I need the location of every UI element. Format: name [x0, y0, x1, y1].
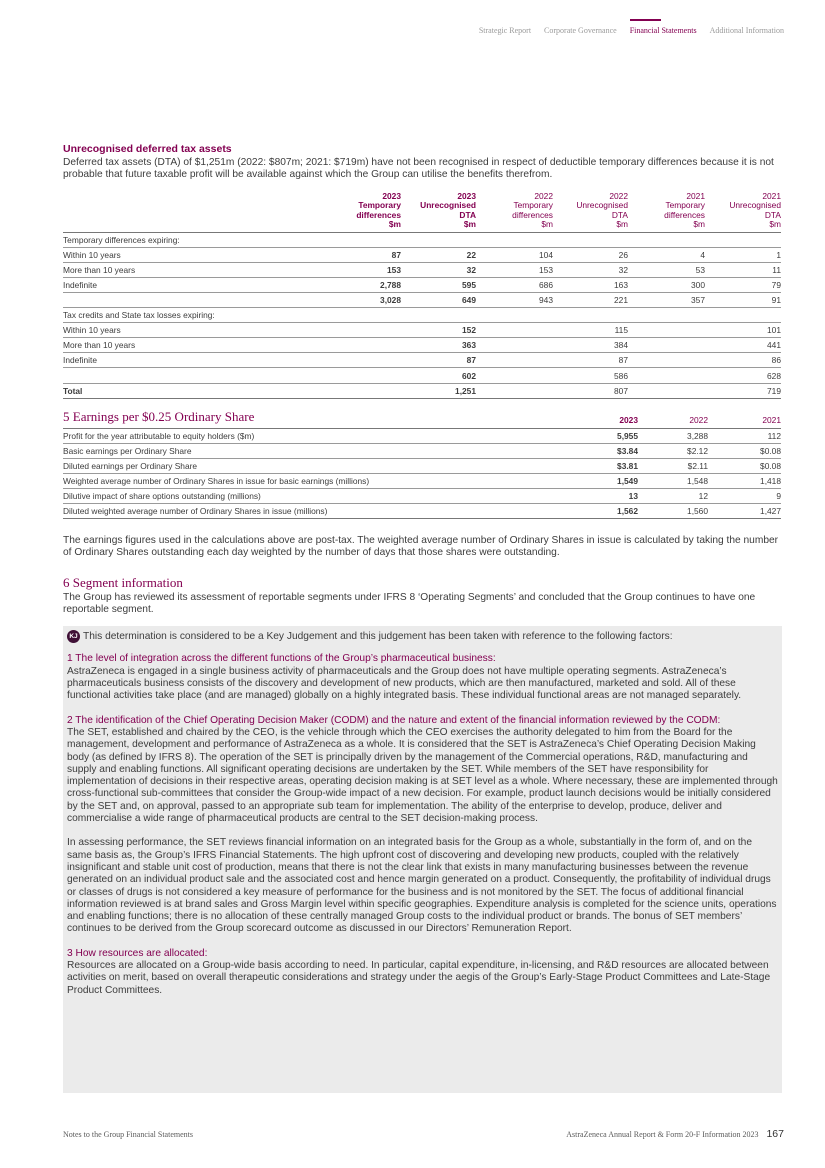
subtotal-row: 602 586 628: [63, 368, 781, 383]
dta-intro: Deferred tax assets (DTA) of $1,251m (2022: $807m; 2021: $719m) have not been recognised in respect of deductible temporary differences because it is not probable that future taxable profit will be available against which the Group can utilise the benefits therefrom.: [63, 157, 774, 181]
kj-paragraph-2: The SET, established and chaired by the CEO, is the vehicle through which the CEO exercises the authority delegated to him from the Board for the management, development and performance of AstraZeneca as a whole. It is considered that the SET is AstraZeneca’s Chief Operating Decision Making body (as defined by IFRS 8). The operation of the SET is principally driven by the management of the Commercial operations, R&D, manufacturing and supply and enabling functions. All significant operating decisions are undertaken by the SET. While members of the SET have responsibility for implementation of decisions in their respective areas, operating decision making is at SET level as a whole. Where necessary, these are implemented through cross-functional sub-committees that consider the Group-wide impact of a new decision. For example, product launch decisions would be initially considered by the SET and, on approval, passed to an appropriate sub team for implementation. The ability of the enterprise to develop, produce, deliver and commercialise a wide range of pharmaceutical products are central to the SET decision-making process.: [67, 726, 778, 825]
col-header-2023-temp: 2023 Temporary differences $m: [326, 192, 401, 232]
nav-additional-information[interactable]: Additional Information: [709, 26, 784, 35]
table-row: Basic earnings per Ordinary Share $3.84 $2.12 $0.08: [63, 443, 781, 458]
col-header-2021-temp: 2021 Temporary differences $m: [628, 192, 705, 232]
col-header-2023-dta: 2023 Unrecognised DTA $m: [401, 192, 476, 232]
table-row: More than 10 years 153 32 153 32 53 11: [63, 262, 781, 277]
eps-year-2023: 2023: [553, 416, 638, 428]
kj-heading-1: 1 The level of integration across the different functions of the Group’s pharmaceutical business:: [67, 653, 496, 665]
eps-note-wrap: [63, 535, 781, 560]
table-row: Within 10 years 87 22 104 26 4 1: [63, 247, 781, 262]
kj-paragraph-4: Resources are allocated on a Group-wide basis according to need. In particular, capital expenditure, in-licensing, and R&D resources are allocated between activities on merit, based on overall therapeutic considerations and strategy under the aegis of the Group’s Early-Stage Product Committees and Late-Stage Product Committees.: [67, 960, 771, 996]
table-row: Diluted weighted average number of Ordinary Shares in issue (millions) 1,562 1,560 1,427: [63, 503, 781, 518]
table-row: Profit for the year attributable to equity holders ($m) 5,955 3,288 112: [63, 428, 781, 443]
kj-heading-3: 3 How resources are allocated:: [67, 947, 208, 959]
kj-paragraph-1: AstraZeneca is engaged in a single business activity of pharmaceuticals and the Group does not have multiple operating segments. AstraZeneca’s pharmaceuticals business consists of the discovery and development of new products, which are then manufactured, marketed and sold. All of these functional activities take place (and are managed) globally on a highly integrated basis. These individual functional areas are not managed separately.: [67, 665, 742, 702]
table-row: More than 10 years 363 384 441: [63, 338, 781, 353]
table-row: Weighted average number of Ordinary Shares in issue for basic earnings (millions) 1,549 1,548 1,418: [63, 473, 781, 488]
footer-section-name: Notes to the Group Financial Statements: [63, 1130, 193, 1139]
kj-paragraph-3: In assessing performance, the SET reviews financial information on an integrated basis for the Group as a whole, substantially in the form of, and on the same basis as, the Group’s IFRS Financial Statements. The high upfront cost of discovering and developing new products, coupled with the relatively insignificant and stable unit cost of production, means that there is not the clear link that exists in many manufacturing businesses between the revenue generated on an individual product sale and the associated cost and hence margin generated on a product. Consequently, the profitability of individual drugs or classes of drugs is not considered a key measure of performance for the business and is not monitored by the SET. The focus of additional financial information reviewed is at brand sales and Gross Margin level within specific geographies. Expenditure analysis is completed for the science units, operations and enabling functions; there is no allocation of these centrally managed Group costs to the individual product or brands. The bonus of SET members’ continues to be derived from the Group scorecard outcome as discussed in our Directors’ Remuneration Report.: [67, 837, 777, 935]
kj-lead: KJ This determination is considered to be a Key Judgement and this judgement has been taken with reference to the following factors:: [67, 630, 778, 643]
eps-title: 5 Earnings per $0.25 Ordinary Share: [63, 409, 255, 424]
dta-section: [63, 143, 781, 182]
dta-title: Unrecognised deferred tax assets: [63, 143, 232, 155]
nav-strategic-report[interactable]: Strategic Report: [478, 26, 532, 35]
dta-table-wrap: [63, 192, 781, 399]
subtotal-row: 3,028 649 943 221 357 91: [63, 293, 781, 308]
total-row: Total 1,251 807 719: [63, 383, 781, 398]
col-header-2022-dta: 2022 Unrecognised DTA $m: [553, 192, 628, 232]
eps-note: The earnings figures used in the calculations above are post-tax. The weighted average number of Ordinary Shares in issue is calculated by taking the number of Ordinary Shares outstanding each day weighted by the number of days that those shares were outstanding.: [63, 535, 779, 559]
dta-table: [63, 192, 781, 399]
segment-intro: The Group has reviewed its assessment of reportable segments under IFRS 8 ‘Operating Segments’ and concluded that the Group continues to have one reportable segment.: [63, 592, 756, 616]
segment-section: [63, 575, 781, 617]
table-row: Indefinite 87 87 86: [63, 353, 781, 368]
group-heading: Temporary differences expiring:: [63, 232, 781, 247]
kj-heading-2: 2 The identification of the Chief Operating Decision Maker (CODM) and the nature and extent of the financial information reviewed by the CODM:: [67, 714, 721, 726]
eps-table-wrap: [63, 416, 781, 519]
eps-year-2021: 2021: [708, 416, 781, 428]
eps-table: [63, 416, 781, 519]
key-judgement-box: [63, 626, 782, 1093]
nav-financial-statements[interactable]: Financial Statements: [629, 26, 697, 35]
footer-report-title: AstraZeneca Annual Report & Form 20-F Information 2023 167: [566, 1128, 784, 1140]
col-header-2022-temp: 2022 Temporary differences $m: [476, 192, 553, 232]
table-row: Diluted earnings per Ordinary Share $3.81 $2.11 $0.08: [63, 458, 781, 473]
top-navigation: [479, 26, 784, 35]
eps-year-2022: 2022: [638, 416, 708, 428]
table-row: Within 10 years 152 115 101: [63, 323, 781, 338]
col-header-2021-dta: 2021 Unrecognised DTA $m: [705, 192, 781, 232]
table-row: Indefinite 2,788 595 686 163 300 79: [63, 277, 781, 292]
key-judgement-icon: KJ: [67, 630, 80, 643]
group-heading: Tax credits and State tax losses expiring:: [63, 308, 781, 323]
page-number: 167: [766, 1128, 784, 1140]
table-row: Dilutive impact of share options outstanding (millions) 13 12 9: [63, 488, 781, 503]
nav-corporate-governance[interactable]: Corporate Governance: [544, 26, 617, 35]
segment-title: 6 Segment information: [63, 575, 183, 590]
